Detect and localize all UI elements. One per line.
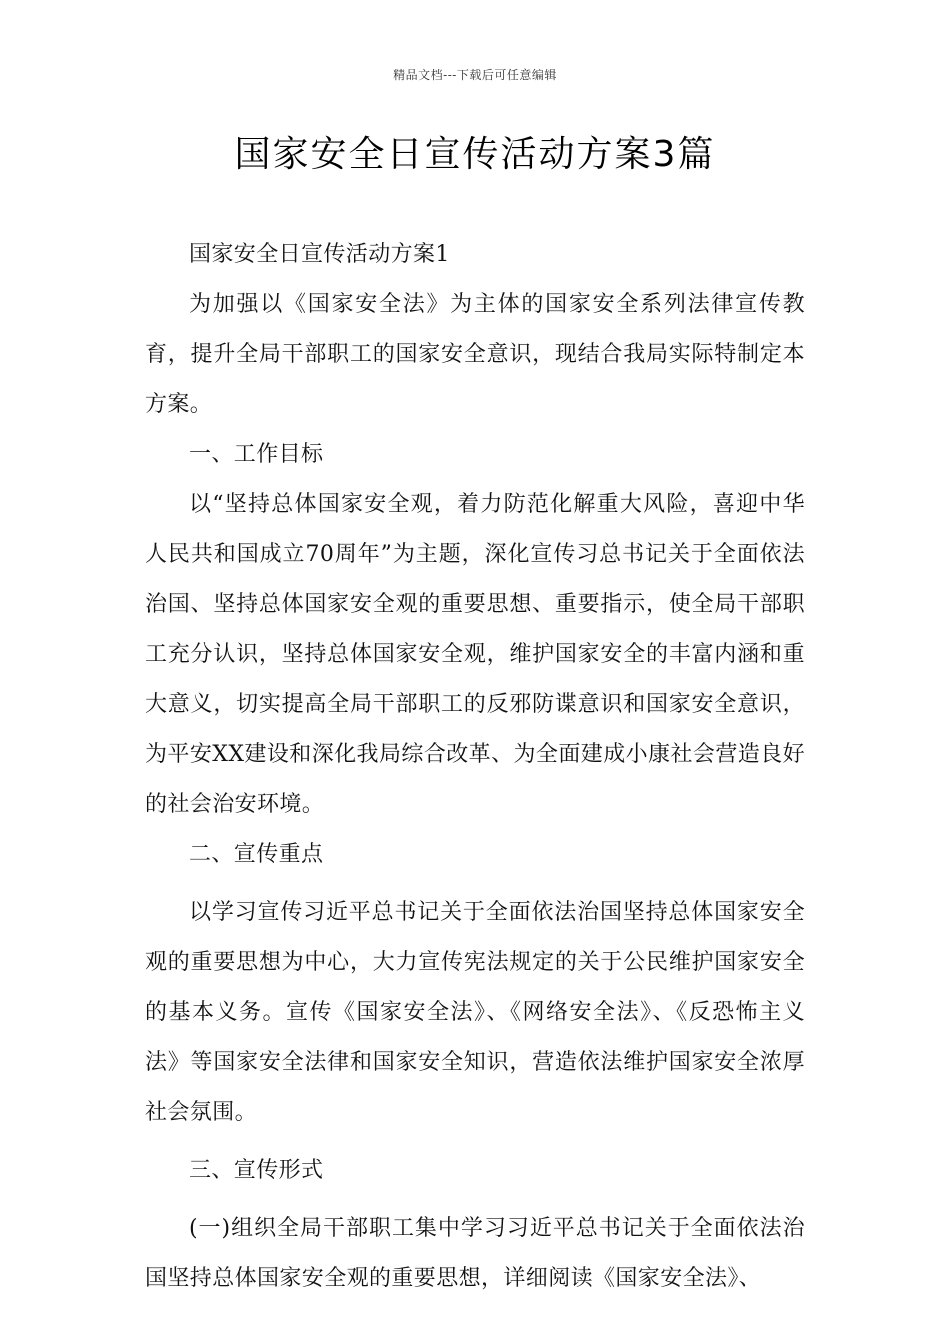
paragraph-intro: 为加强以《国家安全法》为主体的国家安全系列法律宣传教育，提升全局干部职工的国家安全意识，现结合我局实际特制定本方案。 <box>145 292 805 417</box>
document-title: 国家安全日宣传活动方案3篇 <box>234 134 716 175</box>
header-note: 精品文档---下载后可任意编辑 <box>393 68 557 82</box>
heading-forms: 三、宣传形式 <box>189 1158 324 1183</box>
paragraph-work-goals: 以“坚持总体国家安全观，着力防范化解重大风险，喜迎中华人民共和国成立70周年”为主题，深化宣传习总书记关于全面依法治国、坚持总体国家安全观的重要思想、重要指示，使全局干部职工充分认识，坚持总体国家安全观，维护国家安全的丰富内涵和重大意义，切实提高全局干部职工的反邪防谍意识和国家安全意识，为平安XX建设和深化我局综合改革、为全面建成小康社会营造良好的社会治安环境。 <box>145 492 805 817</box>
heading-key-points: 二、宣传重点 <box>189 842 324 867</box>
document-body <box>145 230 805 1304</box>
heading-work-goals: 一、工作目标 <box>189 442 324 467</box>
section-subtitle: 国家安全日宣传活动方案1 <box>189 242 450 267</box>
paragraph-forms-1: (一)组织全局干部职工集中学习习近平总书记关于全面依法治国坚持总体国家安全观的重要思想，详细阅读《国家安全法》、 <box>145 1216 805 1291</box>
paragraph-key-points: 以学习宣传习近平总书记关于全面依法治国坚持总体国家安全观的重要思想为中心，大力宣传宪法规定的关于公民维护国家安全的基本义务。宣传《国家安全法》、《网络安全法》、《反恐怖主义法》等国家安全法律和国家安全知识，营造依法维护国家安全浓厚社会氛围。 <box>145 900 805 1125</box>
